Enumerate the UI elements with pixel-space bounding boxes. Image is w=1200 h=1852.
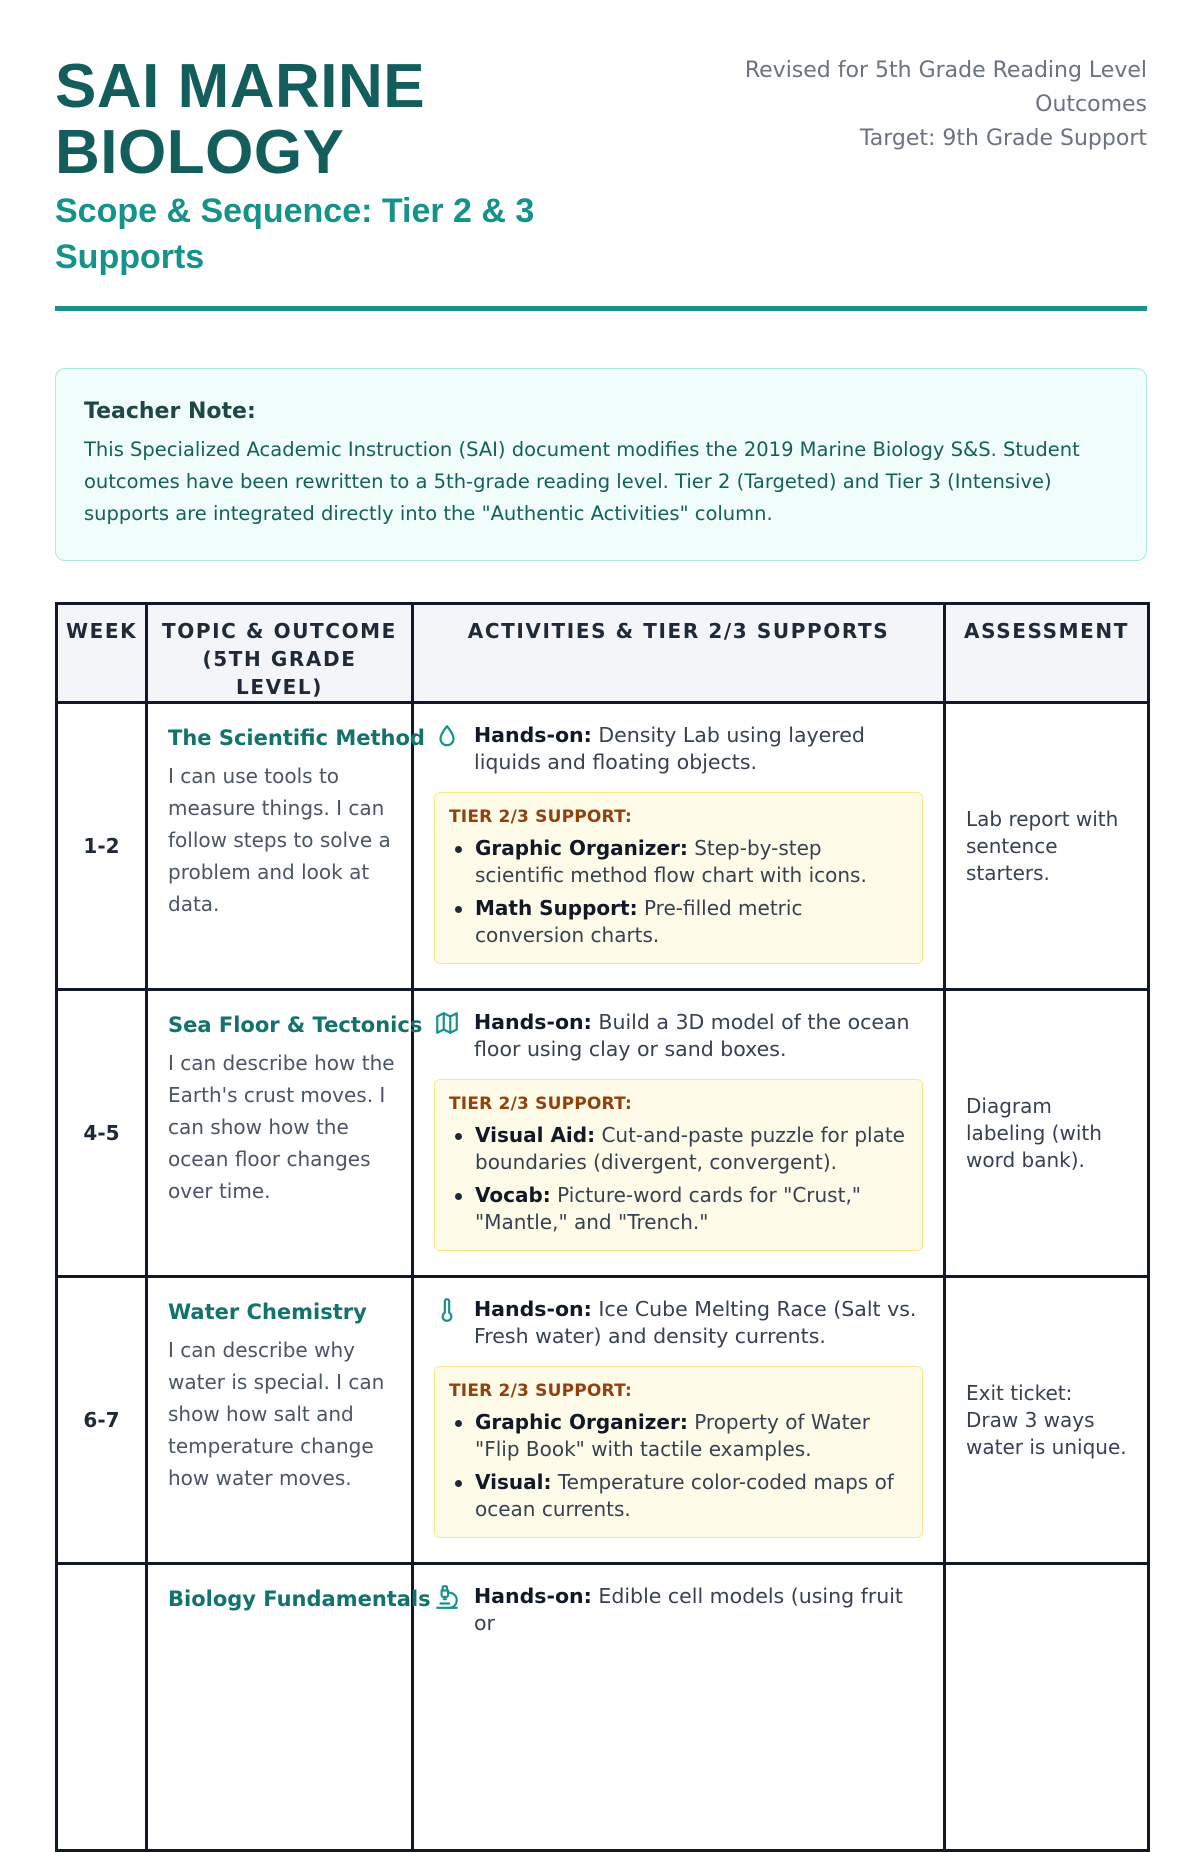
topic-outcome: I can describe how the Earth's crust moves. I can show how the ocean floor changes over time. [168, 1051, 395, 1203]
topic-outcome: I can describe why water is special. I can show how salt and temperature change how water moves. [168, 1338, 385, 1490]
hands-on-label: Hands-on: [474, 1584, 592, 1608]
topic-cell [147, 1564, 431, 1851]
assessment-cell [945, 1564, 1149, 1851]
microscope-icon [434, 1584, 460, 1610]
title-line-2: BIOLOGY [55, 118, 345, 187]
table-row [57, 1277, 1149, 1564]
revision-meta [745, 54, 1147, 156]
tier-support-label: TIER 2/3 SUPPORT: [449, 1094, 632, 1114]
table-row [57, 1564, 1149, 1851]
support-item-label: Visual Aid: [475, 1123, 596, 1147]
support-item-label: Visual: [475, 1470, 552, 1494]
assessment-cell: Diagram labeling (with word bank). [945, 990, 1149, 1277]
support-item [475, 835, 908, 889]
support-item-text: Cut-and-paste puzzle for plate boundaries (divergent, convergent). [475, 1123, 905, 1174]
support-item [475, 1182, 908, 1236]
document-subtitle: Scope & Sequence: Tier 2 & 3 Supports [55, 192, 535, 276]
topic-title: Biology Fundamentals [168, 1587, 431, 1611]
hands-on-text: Ice Cube Melting Race (Salt vs. Fresh water) and density currents. [474, 1297, 917, 1348]
table-row [57, 990, 1149, 1277]
document-header [55, 0, 1147, 314]
droplet-icon [434, 723, 460, 749]
document-page [55, 0, 1147, 1635]
table-row [57, 703, 1149, 990]
hands-on-label: Hands-on: [474, 723, 592, 747]
teacher-note-title: Teacher Note: [84, 399, 256, 424]
support-item [475, 1122, 908, 1176]
table-header-row [57, 604, 1149, 703]
hands-on-activity [434, 1296, 923, 1350]
topic-header-line-2: (5TH GRADE LEVEL) [202, 647, 357, 699]
teacher-note [55, 368, 1147, 561]
hands-on-activity [434, 722, 923, 776]
map-icon [434, 1010, 460, 1036]
support-item-label: Vocab: [475, 1183, 551, 1207]
hands-on-activity [434, 1583, 923, 1637]
hands-on-text: Density Lab using layered liquids and floating objects. [474, 723, 865, 774]
tier-support-label: TIER 2/3 SUPPORT: [449, 807, 632, 827]
meta-line: Target: 9th Grade Support [859, 126, 1147, 151]
activities-cell [413, 1564, 945, 1851]
meta-line: Revised for 5th Grade Reading Level [744, 58, 1147, 83]
week-cell: 6-7 [57, 1277, 147, 1564]
column-header-topic [147, 604, 413, 703]
document-title [55, 54, 425, 186]
hands-on-text: Edible cell models (using fruit or [474, 1584, 903, 1635]
scope-sequence-table [55, 602, 1150, 1852]
topic-cell [147, 1277, 413, 1564]
title-line-1: SAI MARINE [55, 52, 426, 121]
support-item [475, 895, 908, 949]
thermometer-icon [434, 1297, 460, 1323]
assessment-cell: Exit ticket: Draw 3 ways water is unique. [945, 1277, 1149, 1564]
week-cell [57, 1564, 147, 1851]
support-item-label: Graphic Organizer: [475, 1410, 688, 1434]
topic-title: Sea Floor & Tectonics [168, 1013, 423, 1037]
week-cell: 4-5 [57, 990, 147, 1277]
column-header-week: WEEK [57, 604, 147, 703]
tier-support-box [434, 1079, 923, 1251]
teacher-note-body: This Specialized Academic Instruction (SAI) document modifies the 2019 Marine Biology S&S. Student outcomes have been rewritten to a 5th-grade reading level. Tier 2 (Targeted) and Tier 3 (Intensive) supports are integrated directly into the "Authentic Activities" column. [84, 438, 1080, 525]
topic-outcome: I can use tools to measure things. I can follow steps to solve a problem and look at data. [168, 764, 391, 916]
topic-cell [147, 703, 425, 990]
support-list [449, 1122, 908, 1236]
assessment-cell: Lab report with sentence starters. [945, 703, 1149, 990]
header-divider [55, 306, 1147, 311]
support-item-text: Property of Water "Flip Book" with tactile examples. [475, 1410, 870, 1461]
topic-cell [147, 990, 423, 1277]
support-item-text: Picture-word cards for "Crust," "Mantle," and "Trench." [475, 1183, 862, 1234]
support-item [475, 1409, 908, 1463]
tier-support-box [434, 792, 923, 964]
meta-line: Outcomes [1035, 92, 1147, 117]
activities-cell [413, 1277, 945, 1564]
activities-cell [413, 703, 945, 990]
column-header-assessment: ASSESSMENT [945, 604, 1149, 703]
column-header-activities: ACTIVITIES & TIER 2/3 SUPPORTS [413, 604, 945, 703]
topic-title: The Scientific Method [168, 726, 425, 750]
week-cell: 1-2 [57, 703, 147, 990]
hands-on-text: Build a 3D model of the ocean floor using clay or sand boxes. [474, 1010, 910, 1061]
support-item-text: Temperature color-coded maps of ocean currents. [475, 1470, 894, 1521]
hands-on-activity [434, 1009, 923, 1063]
support-item-label: Math Support: [475, 896, 638, 920]
topic-title: Water Chemistry [168, 1300, 367, 1324]
tier-support-box [434, 1366, 923, 1538]
tier-support-label: TIER 2/3 SUPPORT: [449, 1381, 632, 1401]
support-list [449, 1409, 908, 1523]
hands-on-label: Hands-on: [474, 1010, 592, 1034]
support-item [475, 1469, 908, 1523]
activities-cell [413, 990, 945, 1277]
support-item-text: Pre-filled metric conversion charts. [475, 896, 803, 947]
hands-on-label: Hands-on: [474, 1297, 592, 1321]
support-item-label: Graphic Organizer: [475, 836, 688, 860]
support-item-text: Step-by-step scientific method flow chart with icons. [475, 836, 867, 887]
support-list [449, 835, 908, 949]
topic-header-line-1: TOPIC & OUTCOME [162, 619, 397, 643]
